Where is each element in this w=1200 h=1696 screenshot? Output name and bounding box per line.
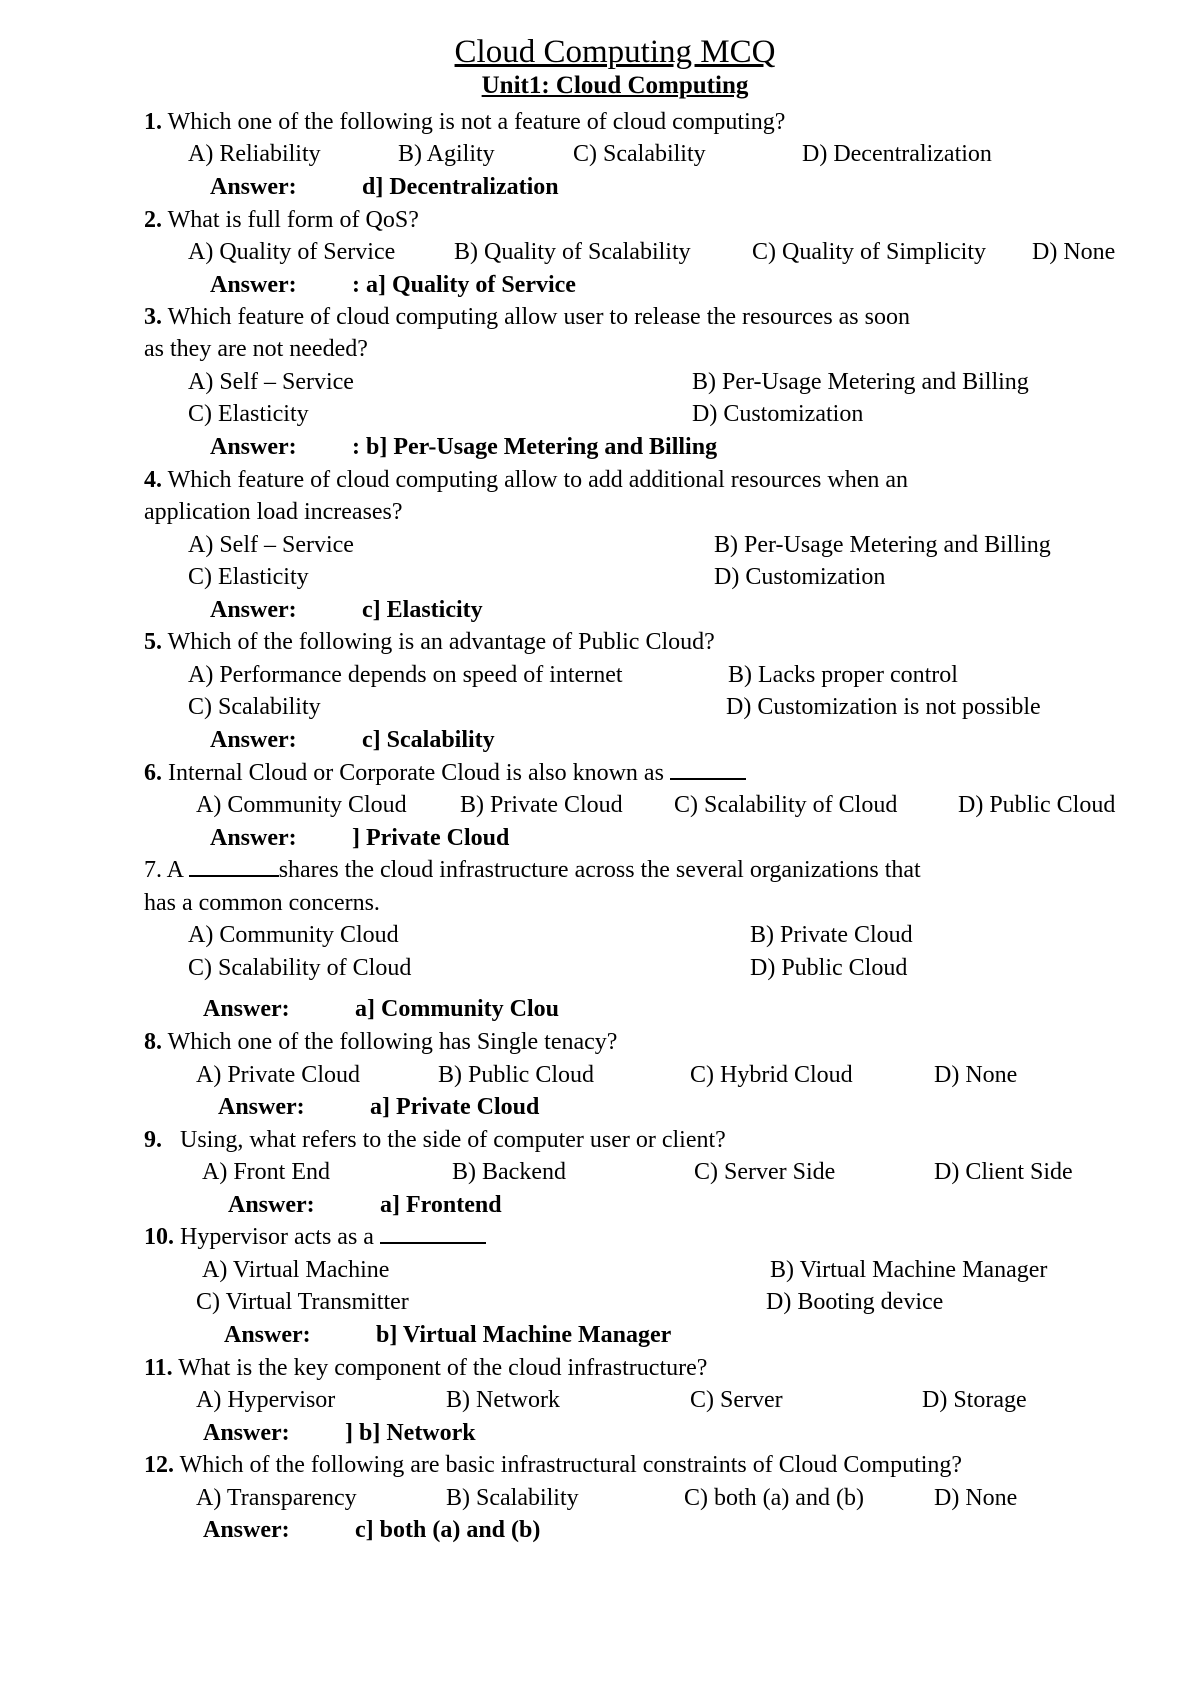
option-a: A) Self – Service: [188, 532, 354, 558]
question-12: [144, 1450, 962, 1480]
answer-text: : a] Quality of Service: [352, 272, 576, 298]
option-b: B) Per-Usage Metering and Billing: [714, 532, 1051, 558]
question-text: Which of the following is an advantage of Public Cloud?: [167, 629, 715, 655]
option-c: C) Hybrid Cloud: [690, 1062, 853, 1088]
answer-3: [210, 432, 717, 462]
option-a: A) Virtual Machine: [202, 1257, 390, 1283]
option-b: B) Virtual Machine Manager: [770, 1257, 1048, 1283]
option-d: D) None: [1032, 239, 1116, 265]
option-b: B) Public Cloud: [438, 1062, 595, 1088]
fill-in-blank: [670, 760, 746, 780]
answer-text: c] Scalability: [362, 727, 495, 753]
option-a: A) Quality of Service: [188, 239, 396, 265]
option-c: C) Scalability of Cloud: [674, 792, 898, 818]
question-number: 10.: [144, 1224, 174, 1250]
answer-label: Answer:: [210, 597, 297, 623]
option-a: A) Self – Service: [188, 369, 354, 395]
question-text: Internal Cloud or Corporate Cloud is also known as: [168, 760, 664, 786]
option-b: B) Agility: [398, 141, 495, 167]
option-d: D) Storage: [922, 1387, 1027, 1413]
question-text: Using, what refers to the side of computer user or client?: [180, 1127, 726, 1153]
answer-label: Answer:: [210, 174, 297, 200]
option-c: C) Elasticity: [188, 564, 309, 590]
option-d: D) Booting device: [766, 1289, 944, 1315]
option-a: A) Performance depends on speed of internet: [188, 662, 623, 688]
answer-text: d] Decentralization: [362, 174, 559, 200]
question-3-continued: as they are not needed?: [144, 336, 368, 362]
option-a: A) Front End: [202, 1159, 330, 1185]
answer-label: Answer:: [203, 996, 290, 1022]
question-7: [144, 855, 921, 885]
answer-label: Answer:: [210, 272, 297, 298]
option-d: D) None: [934, 1485, 1018, 1511]
answer-text: a] Private Cloud: [370, 1094, 540, 1120]
option-a: A) Private Cloud: [196, 1062, 360, 1088]
option-b: B) Private Cloud: [460, 792, 623, 818]
question-text: shares the cloud infrastructure across the several organizations that: [278, 857, 921, 883]
option-b: B) Scalability: [446, 1485, 579, 1511]
option-d: D) Public Cloud: [750, 955, 908, 981]
option-c: C) Scalability: [188, 694, 321, 720]
option-b: B) Private Cloud: [750, 922, 913, 948]
question-5: [144, 627, 715, 657]
question-8: [144, 1027, 617, 1057]
question-number: 11.: [144, 1355, 173, 1381]
option-a: A) Transparency: [196, 1485, 357, 1511]
question-11: [144, 1353, 707, 1383]
question-text: Which feature of cloud computing allow to add additional resources when an: [167, 467, 909, 493]
answer-label: Answer:: [210, 825, 297, 851]
option-c: C) Server Side: [694, 1159, 836, 1185]
option-c: C) both (a) and (b): [684, 1485, 864, 1511]
option-c: C) Server: [690, 1387, 783, 1413]
fill-in-blank: [189, 857, 279, 877]
question-number: 8.: [144, 1029, 162, 1055]
question-number: 1.: [144, 109, 162, 135]
question-9: [144, 1125, 726, 1155]
question-number: 9.: [144, 1127, 162, 1153]
answer-text: ] b] Network: [345, 1420, 476, 1446]
option-d: D) Decentralization: [802, 141, 992, 167]
question-text: Hypervisor acts as a: [180, 1224, 374, 1250]
question-7-continued: has a common concerns.: [144, 890, 380, 916]
option-d: D) Client Side: [934, 1159, 1073, 1185]
answer-5: [210, 725, 495, 755]
answer-2: [210, 270, 576, 300]
answer-text: c] Elasticity: [362, 597, 483, 623]
option-c: C) Elasticity: [188, 401, 309, 427]
option-b: B) Per-Usage Metering and Billing: [692, 369, 1029, 395]
unit-heading: Unit1: Cloud Computing: [481, 72, 749, 99]
option-c: C) Scalability: [573, 141, 706, 167]
question-number: 3.: [144, 304, 162, 330]
option-b: B) Backend: [452, 1159, 566, 1185]
option-b: B) Lacks proper control: [728, 662, 958, 688]
question-6: [144, 758, 746, 788]
option-a: A) Hypervisor: [196, 1387, 336, 1413]
question-text: What is the key component of the cloud infrastructure?: [178, 1355, 708, 1381]
option-b: B) Quality of Scalability: [454, 239, 691, 265]
answer-text: b] Virtual Machine Manager: [376, 1322, 672, 1348]
answer-text: a] Community Clou: [355, 996, 560, 1022]
option-b: B) Network: [446, 1387, 560, 1413]
question-4: [144, 465, 908, 495]
answer-label: Answer:: [210, 434, 297, 460]
question-number: 5.: [144, 629, 162, 655]
answer-8: [218, 1092, 539, 1122]
answer-11: [203, 1418, 476, 1448]
answer-text: ] Private Cloud: [352, 825, 510, 851]
question-text: Which feature of cloud computing allow user to release the resources as soon: [167, 304, 910, 330]
question-10: [144, 1222, 486, 1252]
question-4-continued: application load increases?: [144, 499, 403, 525]
answer-text: c] both (a) and (b): [355, 1517, 541, 1543]
question-text: Which of the following are basic infrastructural constraints of Cloud Computing?: [179, 1452, 963, 1478]
answer-text: a] Frontend: [380, 1192, 502, 1218]
option-d: D) Customization: [692, 401, 864, 427]
answer-12: [203, 1515, 540, 1545]
question-1: [144, 107, 785, 137]
question-number: 4.: [144, 467, 162, 493]
answer-text: : b] Per-Usage Metering and Billing: [352, 434, 718, 460]
option-a: A) Community Cloud: [188, 922, 399, 948]
answer-label: Answer:: [203, 1420, 290, 1446]
option-d: D) Public Cloud: [958, 792, 1116, 818]
fill-in-blank: [380, 1224, 486, 1244]
question-number: 2.: [144, 207, 162, 233]
option-d: D) Customization is not possible: [726, 694, 1041, 720]
question-text: Which one of the following is not a feature of cloud computing?: [167, 109, 786, 135]
answer-10: [224, 1320, 671, 1350]
option-a: A) Community Cloud: [196, 792, 407, 818]
answer-label: Answer:: [224, 1322, 311, 1348]
question-number: 12.: [144, 1452, 174, 1478]
document-title: Cloud Computing MCQ: [454, 34, 776, 70]
question-text: What is full form of QoS?: [167, 207, 419, 233]
answer-label: Answer:: [203, 1517, 290, 1543]
option-a: A) Reliability: [188, 141, 321, 167]
answer-1: [210, 172, 559, 202]
option-c: C) Quality of Simplicity: [752, 239, 986, 265]
question-number: 6.: [144, 760, 162, 786]
question-2: [144, 205, 419, 235]
answer-7: [203, 994, 559, 1024]
answer-9: [228, 1190, 502, 1220]
option-d: D) Customization: [714, 564, 886, 590]
answer-label: Answer:: [228, 1192, 315, 1218]
answer-label: Answer:: [218, 1094, 305, 1120]
question-3: [144, 302, 910, 332]
answer-6: [210, 823, 509, 853]
option-d: D) None: [934, 1062, 1018, 1088]
question-number: 7. A: [144, 857, 183, 883]
answer-label: Answer:: [210, 727, 297, 753]
option-c: C) Virtual Transmitter: [196, 1289, 409, 1315]
question-text: Which one of the following has Single tenacy?: [167, 1029, 618, 1055]
answer-4: [210, 595, 483, 625]
option-c: C) Scalability of Cloud: [188, 955, 412, 981]
